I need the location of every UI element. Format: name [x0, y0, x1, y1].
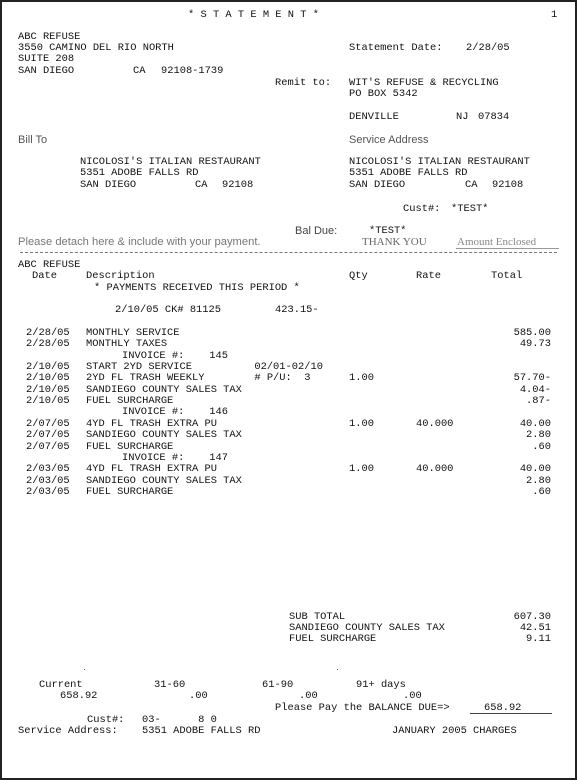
remit-to-state: NJ — [456, 111, 469, 123]
line-qty: 1.00 — [349, 463, 374, 475]
line-description: 2YD FL TRASH WEEKLY # P/U: 3 — [86, 372, 311, 384]
line-rate: 40.000 — [416, 463, 454, 475]
aging-value: .00 — [299, 690, 318, 702]
summary-amount: 607.30 — [513, 611, 551, 623]
line-date: 2/28/05 — [26, 327, 70, 339]
statement-title: * S T A T E M E N T * — [188, 9, 319, 21]
line-date: 2/10/05 — [26, 372, 70, 384]
payments-heading: * PAYMENTS RECEIVED THIS PERIOD * — [94, 282, 300, 294]
bill-to-label: Bill To — [18, 134, 48, 146]
line-date: 2/07/05 — [26, 441, 70, 453]
speck — [337, 669, 338, 670]
company-name: ABC REFUSE — [18, 31, 81, 43]
line-total: 2.80 — [526, 429, 551, 441]
column-qty: Qty — [349, 270, 368, 282]
line-total: .60 — [532, 486, 551, 498]
company-state: CA — [133, 65, 146, 77]
line-description: INVOICE #: 145 — [122, 350, 229, 362]
line-date: 2/10/05 — [26, 395, 70, 407]
line-description: INVOICE #: 146 — [122, 406, 229, 418]
remit-to-zip: 07834 — [478, 111, 510, 123]
line-description: FUEL SURCHARGE — [86, 486, 174, 498]
charges-period: JANUARY 2005 CHARGES — [392, 725, 517, 737]
summary-label: SANDIEGO COUNTY SALES TAX — [289, 622, 445, 634]
column-description: Description — [86, 270, 155, 282]
line-description: SANDIEGO COUNTY SALES TAX — [86, 384, 242, 396]
line-description: INVOICE #: 147 — [122, 452, 229, 464]
line-date: 2/28/05 — [26, 338, 70, 350]
line-date: 2/07/05 — [26, 418, 70, 430]
line-total: 4.04- — [519, 384, 551, 396]
balance-due-amount: 658.92 — [484, 702, 522, 714]
line-description: FUEL SURCHARGE — [86, 441, 174, 453]
thank-you: THANK YOU — [362, 236, 427, 248]
statement-date-label: Statement Date: — [349, 42, 443, 54]
detach-line — [20, 252, 557, 253]
page-number: 1 — [551, 9, 558, 21]
line-qty: 1.00 — [349, 418, 374, 430]
bal-due-value: *TEST* — [369, 225, 407, 237]
line-description: 4YD FL TRASH EXTRA PU — [86, 418, 217, 430]
service-zip: 92108 — [492, 179, 524, 191]
company-address1: 3550 CAMINO DEL RIO NORTH — [18, 42, 174, 54]
service-address-label: Service Address — [349, 134, 429, 146]
line-qty: 1.00 — [349, 372, 374, 384]
line-total: 2.80 — [526, 475, 551, 487]
bill-to-zip: 92108 — [222, 179, 254, 191]
footer-cust-value: 03- 8 0 — [142, 714, 217, 726]
column-rate: Rate — [416, 270, 441, 282]
line-total: 585.00 — [513, 327, 551, 339]
footer-service-label: Service Address: — [18, 725, 118, 737]
payment-line: 2/10/05 CK# 81125 — [115, 304, 222, 316]
aging-label: 31-60 — [154, 679, 186, 691]
column-date: Date — [32, 270, 57, 282]
amount-enclosed-line — [456, 248, 559, 249]
company-city: SAN DIEGO — [18, 65, 75, 77]
bill-to-address: 5351 ADOBE FALLS RD — [80, 167, 199, 179]
line-description: START 2YD SERVICE 02/01-02/10 — [86, 361, 323, 373]
line-total: 49.73 — [519, 338, 551, 350]
payment-amount: 423.15- — [275, 304, 319, 316]
line-description: FUEL SURCHARGE — [86, 395, 174, 407]
lower-company-name: ABC REFUSE — [18, 259, 81, 271]
bill-to-state: CA — [195, 179, 208, 191]
line-total: 40.00 — [519, 418, 551, 430]
aging-value: .00 — [189, 690, 208, 702]
summary-amount: 9.11 — [526, 633, 551, 645]
line-date: 2/03/05 — [26, 463, 70, 475]
company-address2: SUITE 208 — [18, 53, 75, 65]
line-total: 40.00 — [519, 463, 551, 475]
cust-number: *TEST* — [451, 203, 489, 215]
aging-label: 91+ days — [356, 679, 406, 691]
summary-label: FUEL SURCHARGE — [289, 633, 377, 645]
remit-to-po-box: PO BOX 5342 — [349, 88, 418, 100]
line-date: 2/07/05 — [26, 429, 70, 441]
cust-label: Cust#: — [403, 203, 441, 215]
line-total: .87- — [526, 395, 551, 407]
bill-to-name: NICOLOSI'S ITALIAN RESTAURANT — [80, 156, 261, 168]
remit-to-label: Remit to: — [275, 77, 332, 89]
line-date: 2/10/05 — [26, 384, 70, 396]
aging-label: Current — [39, 679, 83, 691]
summary-amount: 42.51 — [519, 622, 551, 634]
line-description: MONTHLY SERVICE — [86, 327, 180, 339]
bill-to-city: SAN DIEGO — [80, 179, 137, 191]
service-state: CA — [465, 179, 478, 191]
amount-enclosed-label: Amount Enclosed — [457, 236, 537, 248]
column-total: Total — [491, 270, 523, 282]
footer-service-value: 5351 ADOBE FALLS RD — [142, 725, 261, 737]
statement-date: 2/28/05 — [466, 42, 510, 54]
summary-label: SUB TOTAL — [289, 611, 346, 623]
remit-to-name: WIT'S REFUSE & RECYCLING — [349, 77, 499, 89]
detach-instructions: Please detach here & include with your payment. — [18, 236, 261, 248]
line-total: 57.70- — [513, 372, 551, 384]
aging-value: .00 — [403, 690, 422, 702]
line-date: 2/03/05 — [26, 475, 70, 487]
bal-due-label: Bal Due: — [295, 225, 338, 237]
line-description: MONTHLY TAXES — [86, 338, 168, 350]
company-zip: 92108-1739 — [161, 65, 224, 77]
line-description: SANDIEGO COUNTY SALES TAX — [86, 429, 242, 441]
service-address: 5351 ADOBE FALLS RD — [349, 167, 468, 179]
line-date: 2/10/05 — [26, 361, 70, 373]
line-description: SANDIEGO COUNTY SALES TAX — [86, 475, 242, 487]
aging-label: 61-90 — [262, 679, 294, 691]
balance-due-underline — [470, 713, 552, 714]
line-rate: 40.000 — [416, 418, 454, 430]
balance-due-label: Please Pay the BALANCE DUE=> — [275, 702, 450, 714]
speck — [84, 669, 85, 670]
line-total: .60 — [532, 441, 551, 453]
aging-value: 658.92 — [60, 690, 98, 702]
service-city: SAN DIEGO — [349, 179, 406, 191]
line-description: 4YD FL TRASH EXTRA PU — [86, 463, 217, 475]
service-name: NICOLOSI'S ITALIAN RESTAURANT — [349, 156, 530, 168]
footer-cust-label: Cust#: — [87, 714, 125, 726]
remit-to-city: DENVILLE — [349, 111, 399, 123]
line-date: 2/03/05 — [26, 486, 70, 498]
